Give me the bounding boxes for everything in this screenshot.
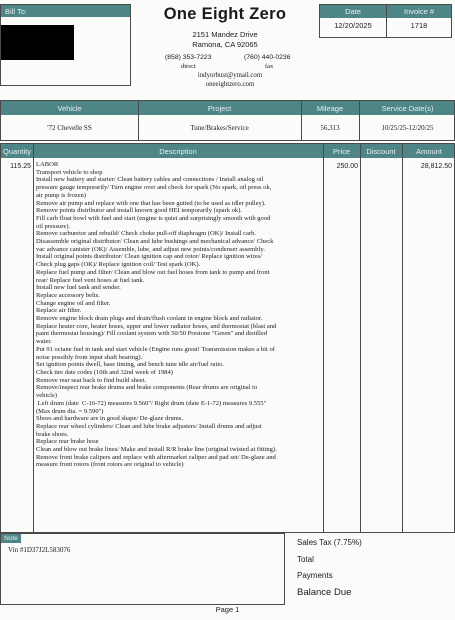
total-label: Total bbox=[297, 555, 314, 564]
bill-to-header bbox=[1, 5, 130, 17]
note-box bbox=[0, 533, 285, 605]
description-line: Remove air pump and replace with one that has been gutted (to be used as idler pulley). bbox=[36, 199, 266, 207]
company-email: indyorbust@ymail.com bbox=[197, 72, 263, 79]
price-value: 250.00 bbox=[336, 163, 358, 170]
description-line: Left drum (date C-16-72) measures 9.560"/ Right drum (date E-1-72) measures 9.555" bbox=[36, 399, 267, 407]
note-label: Note bbox=[4, 535, 18, 542]
description-line: Replace air filter. bbox=[36, 307, 82, 315]
service-date-header: Service Date(s) bbox=[381, 103, 434, 113]
description-line: Install new battery and starter/ Clean battery cables and connections / Install analog oil bbox=[36, 176, 264, 184]
description-line: brake shoes. bbox=[36, 430, 69, 438]
description-line: Remove rear seat back to find build sheet. bbox=[36, 376, 147, 384]
description-line: Check tire date codes (10th and 32nd week of 1984) bbox=[36, 368, 173, 376]
description-line: Shoes and hardware are in good shape/ De-glaze drums. bbox=[36, 415, 184, 423]
quantity-header: Quantity bbox=[3, 146, 31, 156]
description-line: Set ignition points dwell, base timing, and bench tune idle air/fuel ratio. bbox=[36, 361, 225, 369]
project-value: Tune/Brakes/Service bbox=[190, 124, 249, 132]
description-line: oil pressure). bbox=[36, 222, 71, 230]
payments-label: Payments bbox=[297, 571, 333, 580]
description-line: Remove carburetor and rebuild/ Check choke pull-off diaphragm (OK)/ Install carb. bbox=[36, 230, 257, 238]
description-line: Install new fuel tank and sender. bbox=[36, 284, 121, 292]
description-line: pressure gauge temporarily/ Turn engine over and check for spark (No spark, oil press ok, bbox=[36, 184, 272, 192]
description-line: (Max drum dia. = 9.590") bbox=[36, 407, 104, 415]
mileage-header: Mileage bbox=[316, 103, 344, 113]
phone-direct: (858) 353-7223 bbox=[165, 54, 212, 61]
description-line: Change engine oil and filter. bbox=[36, 299, 111, 307]
amount-header: Amount bbox=[416, 146, 442, 156]
description-line: LABOR bbox=[36, 161, 59, 168]
note-header bbox=[1, 534, 21, 543]
description-text bbox=[36, 161, 322, 469]
service-date-value: 10/25/25-12/20/25 bbox=[381, 124, 434, 132]
description-line: measure front rotors (front rotors are original to vehicle) bbox=[36, 461, 184, 469]
description-line: paint thermostat housing)/ Fill coolant system with 50/50 Prestone "Green" and distilled bbox=[36, 330, 268, 338]
balance-due-label: Balance Due bbox=[297, 587, 352, 598]
date-value: 12/20/2025 bbox=[334, 21, 372, 30]
phone-fax: (760) 440-0236 bbox=[244, 54, 291, 61]
company-address-2: Ramona, CA 92065 bbox=[192, 40, 258, 49]
note-text: Vin #1D37J2L583076 bbox=[8, 546, 71, 554]
description-line: Install original points distributor/ Clean ignition cap and rotor/ Replace ignition wires/ bbox=[36, 253, 263, 261]
invoice-number-label: Invoice # bbox=[403, 7, 435, 16]
sales-tax-label: Sales Tax (7.75%) bbox=[297, 538, 362, 547]
price-header: Price bbox=[332, 146, 351, 156]
line-items-header bbox=[1, 144, 454, 158]
description-line: vehicle) bbox=[36, 392, 58, 400]
invoice-meta-box bbox=[319, 4, 452, 38]
page-number: Page 1 bbox=[215, 605, 240, 614]
bill-to-label: Bill To: bbox=[5, 6, 27, 16]
description-line: Check plug gaps (OK)/ Replace ignition coil/ Test spark (OK). bbox=[36, 261, 201, 269]
description-line: Disassemble original distributor/ Clean and lube bushings and mechanical advance/ Check bbox=[36, 238, 274, 246]
description-line: Remove points distributor and install known good HEI temporarily (spark ok). bbox=[36, 207, 243, 215]
company-name: One Eight Zero bbox=[163, 5, 287, 23]
description-line: rear/ Replace fuel vent hoses at fuel tank. bbox=[36, 276, 145, 284]
description-line: Remove front brake calipers and replace with aftermarket caliper and pad set/ De-glaze and bbox=[36, 453, 276, 461]
fax-label: fax bbox=[265, 63, 274, 70]
vehicle-table bbox=[0, 100, 455, 141]
description-line: Fill carb float bowl with fuel and start (engine is quiet and surprisingly smooth with good bbox=[36, 214, 271, 222]
description-line: noise possibly from input shaft bearing). bbox=[36, 353, 143, 361]
description-line: air pump is frozen) bbox=[36, 191, 86, 199]
direct-label: direct bbox=[181, 63, 196, 70]
description-line: Clean and blow out brake lines/ Make and install R/R brake line (original twisted at fitting). bbox=[36, 446, 277, 454]
company-address-1: 2151 Mandez Drive bbox=[192, 30, 258, 39]
description-header: Description bbox=[159, 146, 197, 156]
quantity-value: 115.25 bbox=[10, 163, 31, 170]
date-label: Date bbox=[345, 7, 361, 16]
description-line: Remove/inspect rear brake drums and brake components (Rear drums are original to bbox=[36, 384, 258, 392]
description-line: Remove engine block drain plugs and drain/flush coolant in engine block and radiator. bbox=[36, 315, 263, 323]
description-line: Replace fuel pump and filter/ Clean and blow out fuel hoses from tank to pump and front bbox=[36, 268, 270, 276]
company-website: oneeightzero.com bbox=[205, 81, 255, 88]
description-line: Transport vehicle to shop bbox=[36, 168, 103, 176]
description-line: Replace rear brake hose bbox=[36, 438, 99, 446]
description-line: Put 91 octane fuel in tank and start vehicle (Engine runs great! Transmission makes a bit of bbox=[36, 345, 275, 353]
bill-to-box bbox=[0, 4, 131, 86]
vehicle-header: Vehicle bbox=[57, 103, 82, 113]
description-line: vac advance canister (OK)/ Assemble, lube, and adjust new points/condenser assembly. bbox=[36, 245, 265, 253]
description-line: water. bbox=[36, 338, 52, 346]
line-items-table bbox=[0, 143, 455, 533]
amount-value: 28,812.50 bbox=[420, 163, 452, 170]
redacted-block bbox=[1, 25, 74, 60]
description-line: Replace accessory belts. bbox=[36, 291, 100, 299]
company-block bbox=[140, 5, 310, 49]
vehicle-table-header bbox=[1, 101, 454, 115]
discount-header: Discount bbox=[366, 146, 396, 156]
vehicle-value: '72 Chevelle SS bbox=[47, 124, 92, 132]
mileage-value: 56,313 bbox=[320, 124, 340, 132]
project-header: Project bbox=[207, 103, 232, 113]
description-line: Replace heater core, heater hoses, upper and lower radiator hoses, and thermostat (blast and bbox=[36, 322, 277, 330]
description-line: Replace rear wheel cylinders/ Clean and lube brake adjusters/ Install drums and adjust bbox=[36, 422, 262, 430]
invoice-number-value: 1718 bbox=[410, 21, 428, 30]
